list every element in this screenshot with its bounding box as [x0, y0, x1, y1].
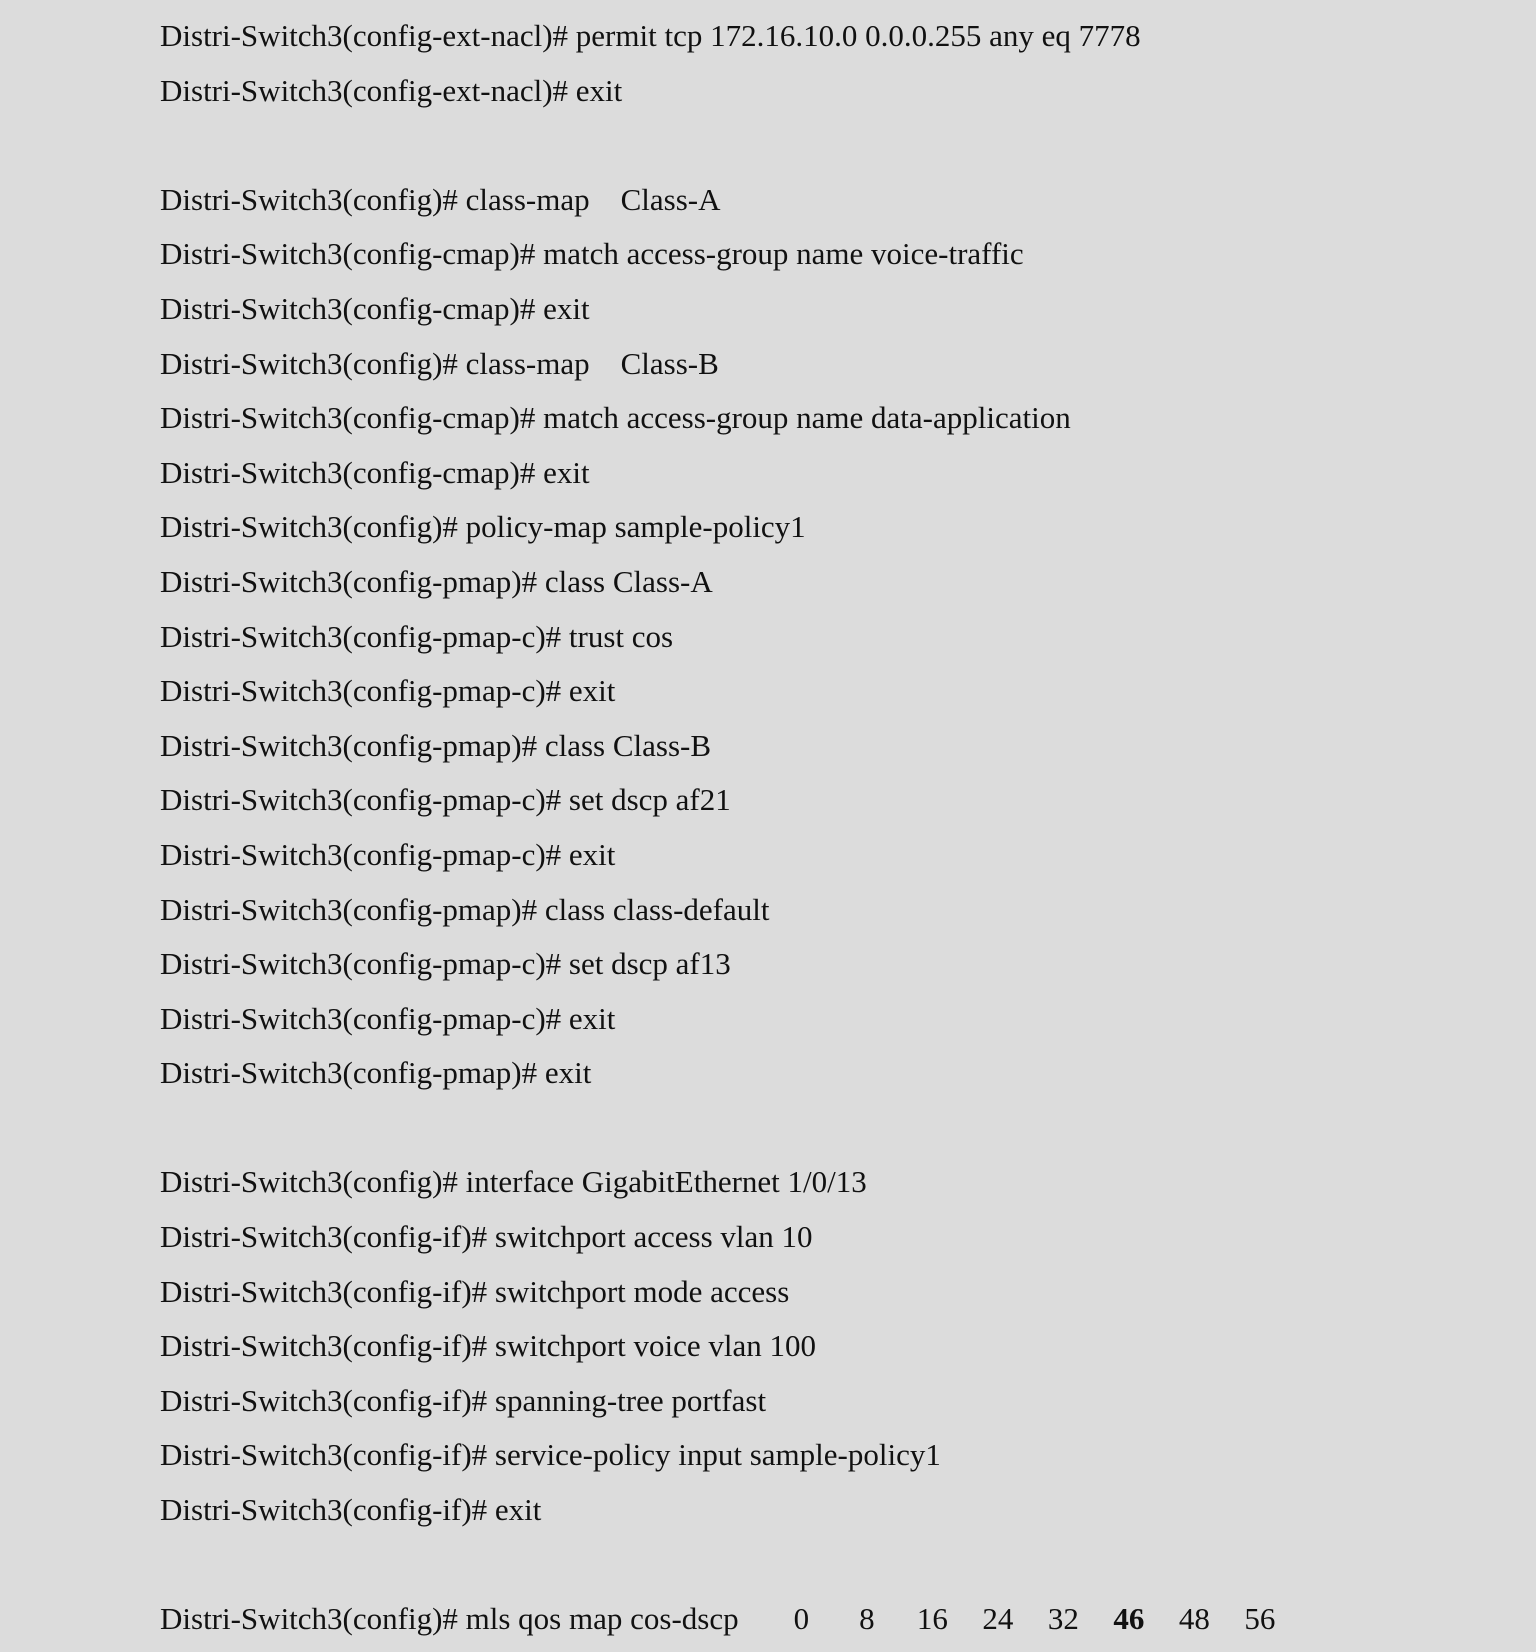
cos-dscp-value: 16	[916, 1601, 948, 1637]
config-line: Distri-Switch3(config-pmap-c)# exit	[160, 673, 616, 709]
config-line: Distri-Switch3(config-cmap)# match access-group name voice-traffic	[160, 236, 1024, 272]
config-line: Distri-Switch3(config-ext-nacl)# exit	[160, 72, 623, 108]
config-line: Distri-Switch3(config-pmap-c)# exit	[160, 1000, 616, 1036]
config-line: Distri-Switch3(config-cmap)# exit	[160, 454, 590, 490]
config-line: Distri-Switch3(config-if)# spanning-tree portfast	[160, 1382, 767, 1418]
cos-dscp-value: 8	[859, 1601, 875, 1637]
config-line: Distri-Switch3(config-pmap-c)# trust cos	[160, 618, 674, 654]
config-line: Distri-Switch3(config-if)# service-policy input sample-policy1	[160, 1437, 941, 1473]
cos-dscp-value: 0	[793, 1601, 810, 1637]
config-line: Distri-Switch3(config-cmap)# match access-group name data-application	[160, 400, 1071, 436]
cos-dscp-map-command: Distri-Switch3(config)# mls qos map cos-dscp	[160, 1601, 739, 1637]
blank-line	[160, 1543, 1500, 1598]
config-line: Distri-Switch3(config-pmap)# class Class-A	[160, 563, 713, 599]
config-line: Distri-Switch3(config-if)# switchport mode access	[160, 1273, 790, 1309]
config-line: Distri-Switch3(config)# class-map Class-B	[160, 345, 719, 381]
config-line: Distri-Switch3(config)# policy-map sample-policy1	[160, 509, 806, 545]
cos-dscp-value: 48	[1178, 1601, 1210, 1637]
cos-dscp-value: 56	[1244, 1601, 1276, 1637]
config-line: Distri-Switch3(config-if)# switchport access vlan 10	[160, 1219, 813, 1255]
config-line: Distri-Switch3(config)# class-map Class-A	[160, 181, 721, 217]
blank-line	[160, 123, 1500, 178]
config-line: Distri-Switch3(config-pmap)# class class-default	[160, 891, 770, 927]
cos-dscp-map-values	[769, 1597, 1293, 1641]
config-line: Distri-Switch3(config-pmap)# class Class-B	[160, 727, 712, 763]
cos-dscp-value: 32	[1047, 1601, 1079, 1637]
config-line: Distri-Switch3(config-if)# switchport voice vlan 100	[160, 1328, 817, 1364]
cos-dscp-value: 24	[982, 1601, 1014, 1637]
config-line: Distri-Switch3(config-if)# exit	[160, 1492, 542, 1528]
config-line: Distri-Switch3(config-ext-nacl)# permit tcp 172.16.10.0 0.0.0.255 any eq 7778	[160, 18, 1141, 53]
cos-dscp-map-line	[160, 1597, 1500, 1652]
config-line: Distri-Switch3(config-pmap-c)# set dscp af13	[160, 946, 731, 982]
config-line: Distri-Switch3(config-pmap-c)# set dscp af21	[160, 782, 731, 818]
config-line: Distri-Switch3(config-pmap)# exit	[160, 1055, 592, 1091]
config-line: Distri-Switch3(config)# interface GigabitEthernet 1/0/13	[160, 1164, 867, 1200]
blank-line	[160, 1106, 1500, 1161]
config-line: Distri-Switch3(config-pmap-c)# exit	[160, 836, 616, 872]
config-line: Distri-Switch3(config-cmap)# exit	[160, 290, 590, 326]
cos-dscp-value: 46	[1113, 1601, 1145, 1637]
config-listing	[160, 14, 1500, 1652]
